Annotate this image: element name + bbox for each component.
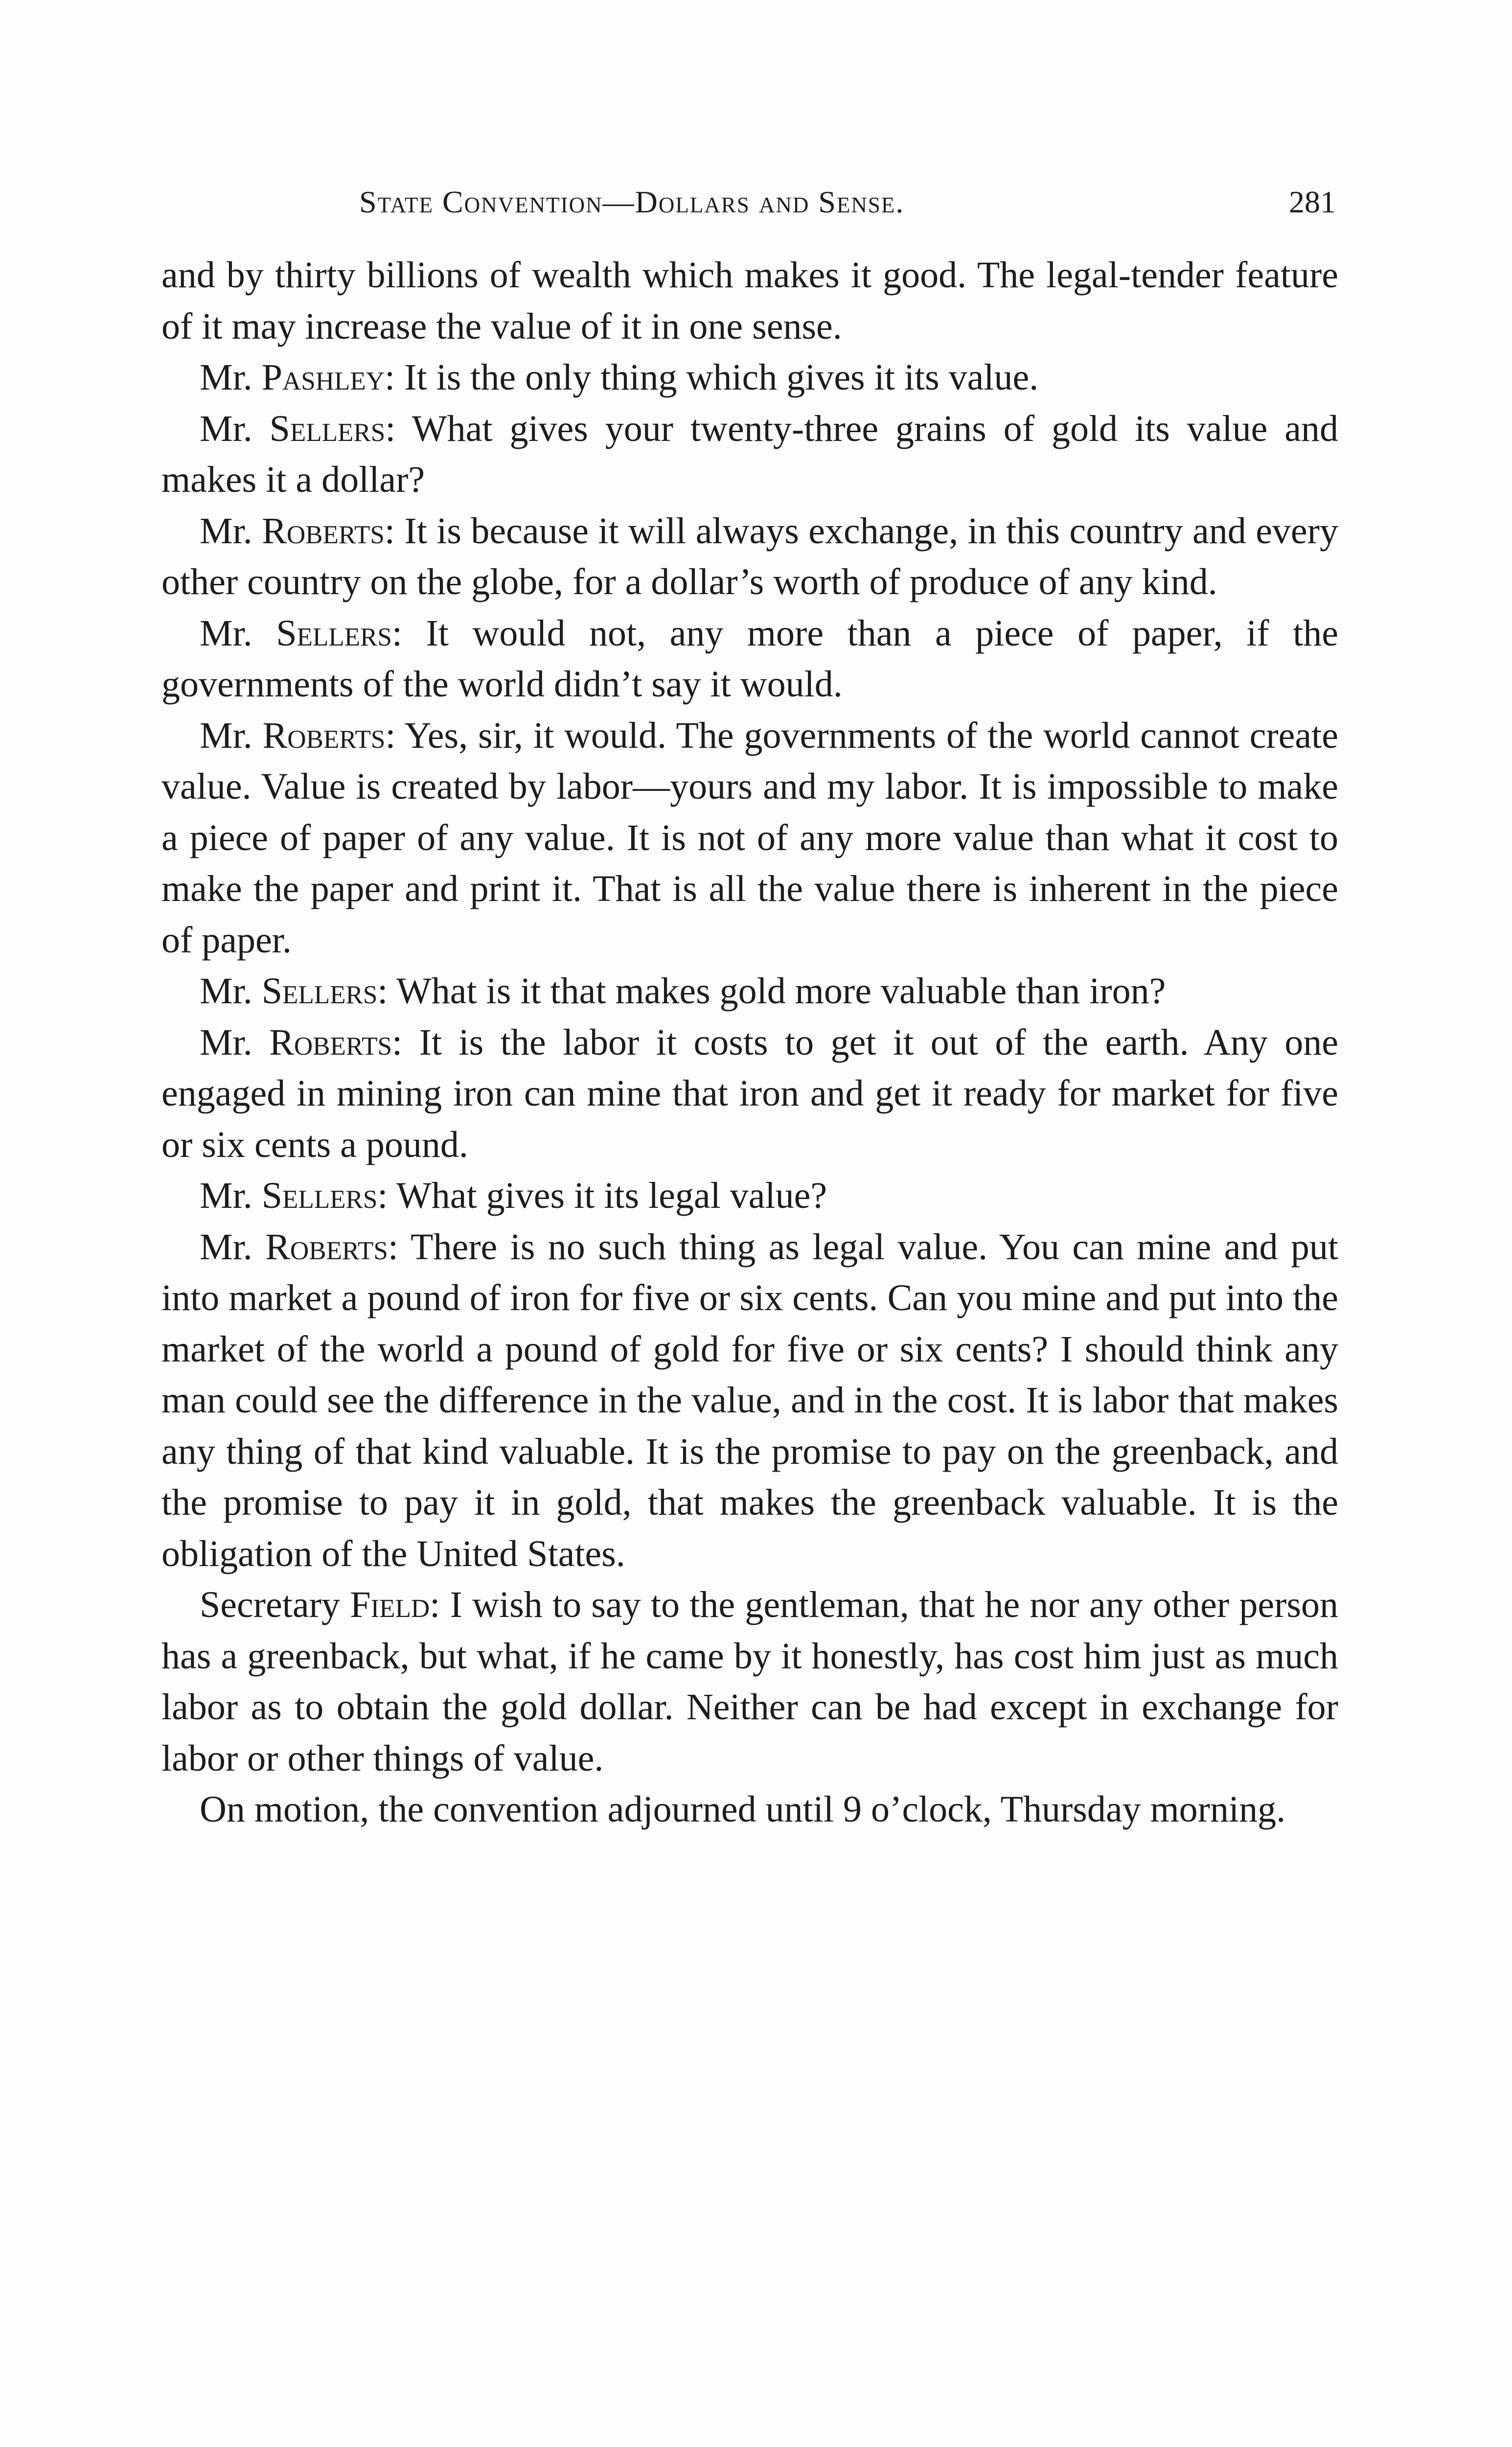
body-text xyxy=(161,250,1338,1835)
speaker-separator: : xyxy=(388,1226,411,1268)
speaker-separator: : xyxy=(385,408,412,449)
speaker-title: Secretary xyxy=(200,1584,350,1625)
paragraph-sellers xyxy=(161,608,1338,710)
speaker-name: Roberts xyxy=(262,510,385,552)
page-number: 281 xyxy=(1289,185,1336,219)
paragraph-roberts xyxy=(161,1017,1338,1171)
paragraph-roberts xyxy=(161,710,1338,966)
speaker-title: Mr. xyxy=(200,510,262,552)
paragraph-text: I wish to say to the gentleman, that he nor any other person has a greenback, but what, if he came by it honestly, has cost him just as much labor as to obtain the gold dollar. Neither can be had except in exchange for labor or other things of value. xyxy=(161,1584,1339,1779)
speaker-name: Sellers xyxy=(261,1175,378,1216)
speaker-separator: : xyxy=(377,970,397,1012)
paragraph-text: It is because it will always exchange, in this country and every other country on the globe, for a dollar’s worth of produce of any kind. xyxy=(161,510,1338,602)
running-head xyxy=(161,180,1336,224)
speaker-separator: : xyxy=(384,510,405,552)
speaker-name: Field xyxy=(350,1584,430,1625)
speaker-title: Mr. xyxy=(200,612,276,654)
speaker-title: Mr. xyxy=(200,1226,266,1268)
speaker-separator: : xyxy=(391,1021,419,1063)
paragraph-text: It is the only thing which gives it its value. xyxy=(404,357,1039,398)
speaker-title: Mr. xyxy=(200,1021,270,1063)
speaker-name: Roberts xyxy=(269,1021,392,1063)
speaker-separator: : xyxy=(385,357,405,398)
paragraph-sellers xyxy=(161,966,1338,1017)
paragraph-roberts xyxy=(161,506,1338,608)
speaker-name: Sellers xyxy=(269,408,386,449)
speaker-title: Mr. xyxy=(200,970,262,1012)
paragraph-text: What is it that makes gold more valuable than iron? xyxy=(396,970,1166,1012)
paragraph-sellers xyxy=(161,1170,1338,1222)
speaker-separator: : xyxy=(430,1584,450,1625)
speaker-separator: : xyxy=(391,612,426,654)
running-title: State Convention—Dollars and Sense. xyxy=(359,185,905,219)
speaker-title: Mr. xyxy=(200,357,262,398)
paragraph-text: On motion, the convention adjourned until 9 o’clock, Thursday morning. xyxy=(200,1789,1286,1830)
paragraph-pashley xyxy=(161,352,1338,403)
speaker-name: Roberts xyxy=(262,715,386,756)
speaker-title: Mr. xyxy=(200,715,263,756)
speaker-separator: : xyxy=(385,715,405,756)
speaker-title: Mr. xyxy=(200,408,270,449)
paragraph-sellers xyxy=(161,403,1338,506)
paragraph-continuation xyxy=(161,250,1338,352)
paragraph-adjournment xyxy=(161,1784,1338,1835)
speaker-name: Sellers xyxy=(261,970,378,1012)
speaker-title: Mr. xyxy=(200,1175,262,1216)
speaker-name: Sellers xyxy=(276,612,392,654)
paragraph-text: There is no such thing as legal value. You can mine and put into market a pound of iron for five or six cents. Can you mine and put into the market of the world a pound of gold for five or six cents? I should think any man could see the difference in the value, and in the cost. It is labor that makes any thing of that kind valuable. It is the promise to pay on the greenback, and the promise to pay it in gold, that makes the greenback valuable. It is the obligation of the United States. xyxy=(161,1226,1339,1574)
speaker-separator: : xyxy=(377,1175,397,1216)
paragraph-text: and by thirty billions of wealth which makes it good. The legal-tender feature of it may increase the value of it in one sense. xyxy=(161,254,1338,347)
paragraph-text: What gives your twenty-three grains of gold its value and makes it a dollar? xyxy=(161,408,1338,500)
paragraph-text: Yes, sir, it would. The governments of the world cannot create value. Value is created by labor—yours and my labor. It is impossible to make a piece of paper of any value. It is not of any more value than what it cost to make the paper and print it. That is all the value there is inherent in the piece of paper. xyxy=(161,715,1338,961)
speaker-name: Roberts xyxy=(265,1226,388,1268)
paragraph-text: It would not, any more than a piece of paper, if the governments of the world didn’t say it would. xyxy=(161,612,1338,705)
paragraph-roberts xyxy=(161,1222,1338,1580)
paragraph-text: What gives it its legal value? xyxy=(396,1175,827,1216)
paragraph-field xyxy=(161,1579,1338,1784)
paragraph-text: It is the labor it costs to get it out of the earth. Any one engaged in mining iron can mine that iron and get it ready for market for five or six cents a pound. xyxy=(161,1021,1338,1165)
speaker-name: Pashley xyxy=(261,357,385,398)
